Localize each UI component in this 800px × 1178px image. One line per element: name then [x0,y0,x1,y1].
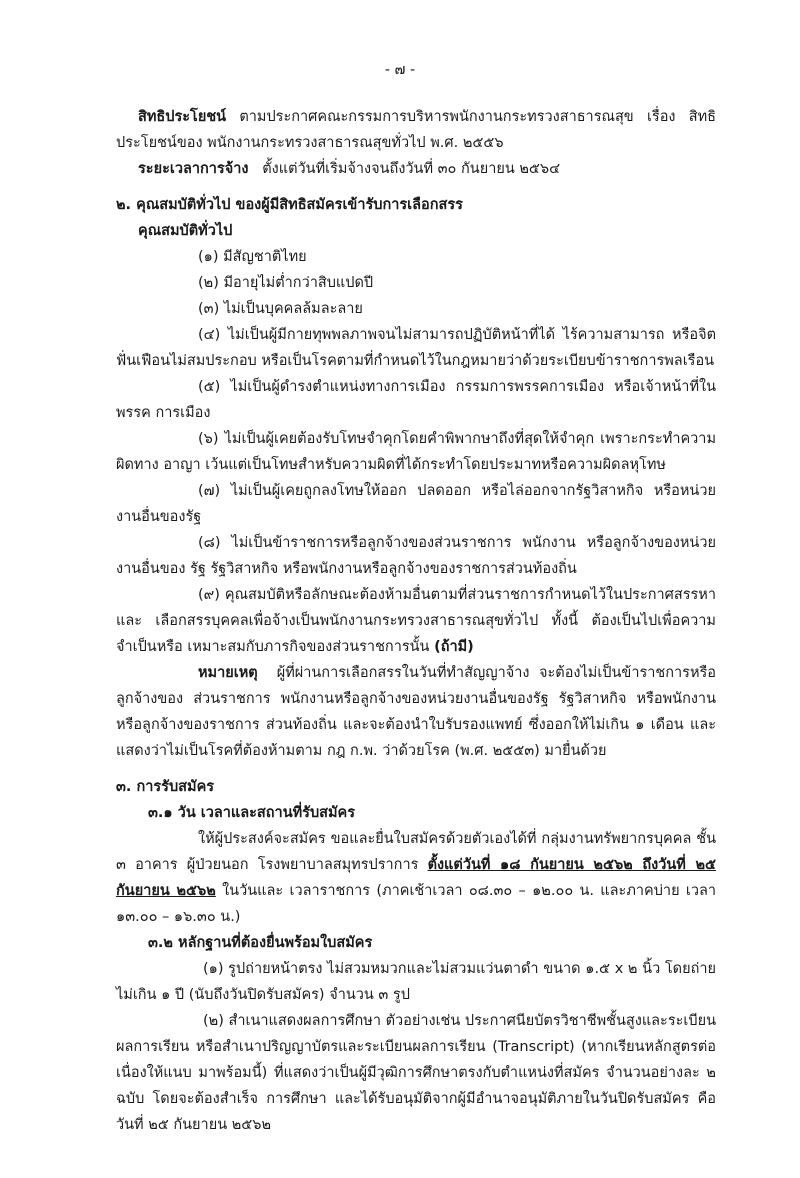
document-2-text: (๒) สำเนาแสดงผลการศึกษา ตัวอย่างเช่น ประกาศนียบัตรวิชาชีพชั้นสูงและระเบียน [203,1013,716,1029]
section-2-subheading: คุณสมบัติทั่วไป [138,223,233,239]
benefits-line-2: พนักงานกระทรวงสาธารณสุขทั่วไป พ.ศ. ๒๕๕๖ [207,135,504,151]
qualification-7: (๗) ไม่เป็นผู้เคยถูกลงโทษให้ออก ปลดออก หรือไล่ออกจากรัฐวิสาหกิจ หรือหน่วยงานอื่นของรัฐ [116,483,716,525]
note-line-2: ส่วนราชการ พนักงานหรือลูกจ้างของหน่วยงานอื่นของรัฐ รัฐวิสาหกิจ หรือพนักงานหรือลูกจ้างของราชการ [116,691,716,733]
section-3-2-heading: ๓.๒ หลักฐานที่ต้องยื่นพร้อมใบสมัคร [148,935,373,951]
qualification-4-cont: ฟั่นเฟือนไม่สมประกอบ หรือเป็นโรคตามที่กำหนดไว้ในกฎหมายว่าด้วยระเบียบข้าราชการพลเรือน [116,353,715,369]
note-line-3: ส่วนท้องถิ่น และจะต้องนำใบรับรองแพทย์ ซึ่งออกให้ไม่เกิน ๑ เดือน และแสดงว่าไม่เป็นโรคที่ต้องห้ามตาม [116,717,716,759]
note-line-1: ผู้ที่ผ่านการเลือกสรรในวันที่ทำสัญญาจ้าง จะต้องไม่เป็นข้าราชการหรือลูกจ้างของ [116,665,717,707]
section-3-1-paragraph [116,826,716,930]
employment-period [116,156,716,182]
section-3-heading: ๓. การรับสมัคร [116,779,215,795]
qualification-6-cont: อาญา เว้นแต่เป็นโทษสำหรับความผิดที่ได้กระทำโดยประมาทหรือความผิดลหุโทษ [163,457,666,473]
document-2-cont-1: ผลการเรียน หรือสำเนาปริญญาบัตรและระเบียนผลการเรียน (Transcript) (หากเรียนหลักสูตรต่อเนื่องให้แนบ [116,1039,716,1081]
note-paragraph [116,660,716,764]
document-2 [116,1008,716,1138]
section-3-1-line-3: เวลาราชการ (ภาคเช้าเวลา ๐๘.๓๐ – ๑๒.๐๐ น. และภาคบ่าย เวลา ๑๓.๐๐ – ๑๖.๓๐ น.) [116,883,716,925]
qualification-6 [116,426,716,478]
benefits-text: ตามประกาศคณะกรรมการบริหารพนักงานกระทรวงสาธารณสุข เรื่อง สิทธิประโยชน์ของ [116,109,717,151]
location-suffix: ในวันและ [222,883,284,899]
qualification-9-suffix: (ถ้ามี) [434,639,474,655]
qualification-8 [116,530,716,582]
benefits-label: สิทธิประโยชน์ [138,109,227,125]
section-2-heading: ๒. คุณสมบัติทั่วไป ของผู้มีสิทธิสมัครเข้ารับการเลือกสรร [116,197,463,213]
qualification-9 [116,582,716,660]
qualification-5-text: (๕) ไม่เป็นผู้ดำรงตำแหน่งทางการเมือง กรรมการพรรคการเมือง หรือเจ้าหน้าที่ในพรรค [116,379,716,421]
benefits-paragraph [116,104,716,156]
section-3-1-heading: ๓.๑ วัน เวลาและสถานที่รับสมัคร [148,805,356,821]
location-text: ผู้ป่วยนอก โรงพยาบาลสมุทรปราการ [186,857,419,873]
qualification-8-text: (๘) ไม่เป็นข้าราชการหรือลูกจ้างของส่วนราชการ พนักงาน หรือลูกจ้างของหน่วยงานอื่นของ [116,535,716,577]
note-line-4: กฎ ก.พ. ว่าด้วยโรค (พ.ศ. ๒๕๕๓) มายื่นด้วย [326,743,607,759]
qualification-4 [116,322,716,374]
qualification-4-text: (๔) ไม่เป็นผู้มีกายทุพพลภาพจนไม่สามารถปฏิบัติหน้าที่ได้ ไร้ความสามารถ หรือจิต [198,327,716,343]
application-dates: ตั้งแต่วันที่ ๑๘ กันยายน ๒๕๖๒ ถึงวันที่ ๒๕ กันยายน ๒๕๖๒ [116,857,716,899]
qualification-5 [116,374,716,426]
page-number: - ๗ - [384,62,416,78]
qualification-8-cont: รัฐ รัฐวิสาหกิจ หรือพนักงานหรือลูกจ้างของราชการส่วนท้องถิ่น [190,561,577,577]
note-label: หมายเหตุ [198,665,258,681]
document-2-cont-3: การศึกษา และได้รับอนุมัติจากผู้มีอำนาจอนุมัติภายในวันปิดรับสมัคร คือ วันที่ ๒๕ กันยายน ๒๕๖๒ [116,1091,716,1133]
document-1-cont: (นับถึงวันปิดรับสมัคร) จำนวน ๓ รูป [188,987,410,1003]
section-3-1-line-1: ให้ผู้ประสงค์จะสมัคร ขอและยื่นใบสมัครด้วยตัวเองได้ที่ กลุ่มงานทรัพยากรบุคคล ชั้น ๓ อาคาร [116,831,716,873]
qualification-5-cont: การเมือง [155,405,211,421]
qualification-3: (๓) ไม่เป็นบุคคลล้มละลาย [198,301,363,317]
qualification-9-text-3: เหมาะสมกับภารกิจของส่วนราชการนั้น [187,639,430,655]
employment-period-label: ระยะเวลาการจ้าง [138,161,249,177]
qualification-9-text-1: (๙) คุณสมบัติหรือลักษณะต้องห้ามอื่นตามที่ส่วนราชการกำหนดไว้ในประกาศสรรหาและ [116,587,716,629]
employment-period-text: ตั้งแต่วันที่เริ่มจ้างจนถึงวันที่ ๓๐ กันยายน ๒๕๖๔ [262,161,561,177]
document-1 [116,956,716,1008]
qualification-6-text: (๖) ไม่เป็นผู้เคยต้องรับโทษจำคุกโดยคำพิพากษาถึงที่สุดให้จำคุก เพราะกระทำความผิดทาง [116,431,716,473]
qualification-2: (๒) มีอายุไม่ต่ำกว่าสิบแปดปี [198,275,374,291]
document-2-cont-2: มาพร้อมนี้) ที่แสดงว่าเป็นผู้มีวุฒิการศึกษาตรงกับตำแหน่งที่สมัคร จำนวนอย่างละ ๒ ฉบับ โดยจะต้องสำเร็จ [116,1065,716,1107]
qualification-9-text-2: เลือกสรรบุคคลเพื่อจ้างเป็นพนักงานกระทรวงสาธารณสุขทั่วไป ทั้งนี้ ต้องเป็นไปเพื่อความจำเป็นหรือ [116,613,716,655]
document-1-text: (๑) รูปถ่ายหน้าตรง ไม่สวมหมวกและไม่สวมแว่นตาดำ ขนาด ๑.๕ x ๒ นิ้ว โดยถ่ายไม่เกิน ๑ ปี [116,961,716,1003]
qualification-1: (๑) มีสัญชาติไทย [198,249,307,265]
